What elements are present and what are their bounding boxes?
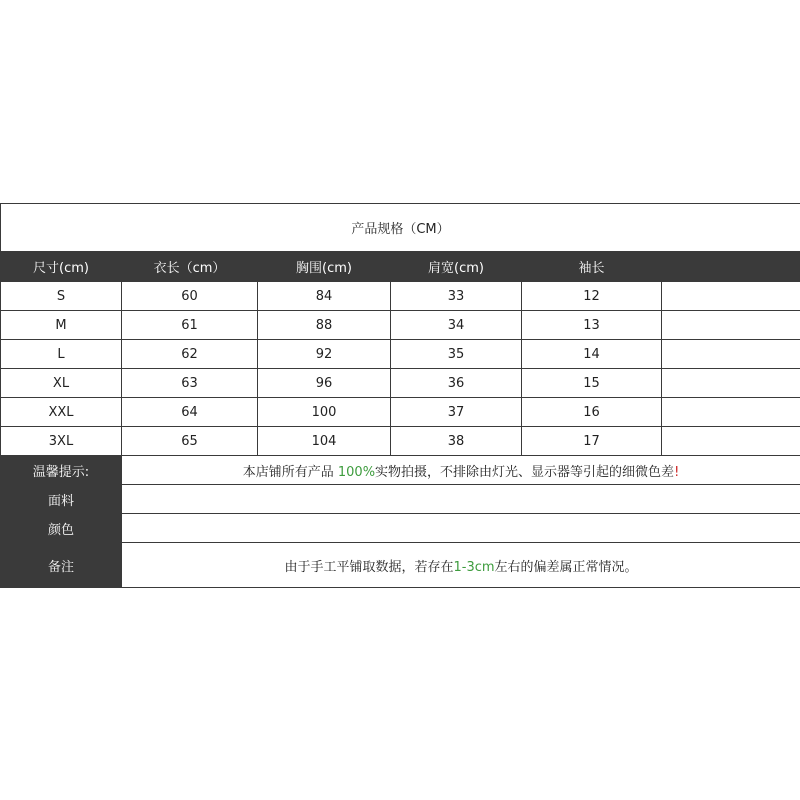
- tip-exclaim: !: [674, 464, 680, 480]
- cell-size: 3XL: [1, 427, 122, 456]
- cell-empty: [662, 398, 800, 427]
- header-length: 衣长（cm）: [122, 252, 258, 282]
- cell-empty: [662, 340, 800, 369]
- header-sleeve: 袖长: [522, 252, 662, 282]
- tip-label: 温馨提示:: [1, 456, 122, 485]
- color-label: 颜色: [1, 514, 122, 543]
- remark-highlight: 1-3cm: [453, 559, 495, 575]
- cell-chest: 84: [258, 282, 391, 311]
- cell-sleeve: 13: [522, 311, 662, 340]
- cell-shoulder: 34: [391, 311, 522, 340]
- cell-sleeve: 17: [522, 427, 662, 456]
- remark-text: [122, 543, 800, 588]
- fabric-row: [1, 485, 800, 514]
- cell-size: S: [1, 282, 122, 311]
- header-size: 尺寸(cm): [1, 252, 122, 282]
- cell-size: XL: [1, 369, 122, 398]
- tip-text-after: 实物拍摄，不排除由灯光、显示器等引起的细微色差: [375, 464, 675, 480]
- cell-size: M: [1, 311, 122, 340]
- table-row: [1, 340, 800, 369]
- cell-sleeve: 12: [522, 282, 662, 311]
- cell-length: 62: [122, 340, 258, 369]
- cell-chest: 100: [258, 398, 391, 427]
- tip-row: [1, 456, 800, 485]
- cell-chest: 92: [258, 340, 391, 369]
- table-row: [1, 369, 800, 398]
- cell-length: 63: [122, 369, 258, 398]
- cell-chest: 104: [258, 427, 391, 456]
- header-shoulder: 肩宽(cm): [391, 252, 522, 282]
- cell-length: 61: [122, 311, 258, 340]
- cell-empty: [662, 369, 800, 398]
- cell-empty: [662, 311, 800, 340]
- fabric-label: 面料: [1, 485, 122, 514]
- cell-length: 64: [122, 398, 258, 427]
- cell-size: L: [1, 340, 122, 369]
- cell-chest: 88: [258, 311, 391, 340]
- tip-highlight: 100%: [337, 464, 376, 480]
- color-value: [122, 514, 800, 543]
- cell-sleeve: 15: [522, 369, 662, 398]
- cell-sleeve: 14: [522, 340, 662, 369]
- cell-empty: [662, 427, 800, 456]
- cell-chest: 96: [258, 369, 391, 398]
- table-title: 产品规格（CM）: [1, 204, 800, 252]
- cell-length: 65: [122, 427, 258, 456]
- cell-size: XXL: [1, 398, 122, 427]
- cell-shoulder: 36: [391, 369, 522, 398]
- table-row: [1, 427, 800, 456]
- remark-text-after: 左右的偏差属正常情况。: [494, 559, 638, 575]
- header-empty: [662, 252, 800, 282]
- cell-sleeve: 16: [522, 398, 662, 427]
- remark-label: 备注: [1, 543, 122, 588]
- table-row: [1, 282, 800, 311]
- cell-shoulder: 33: [391, 282, 522, 311]
- tip-text: [122, 456, 800, 485]
- cell-shoulder: 37: [391, 398, 522, 427]
- fabric-value: [122, 485, 800, 514]
- header-chest: 胸围(cm): [258, 252, 391, 282]
- cell-shoulder: 38: [391, 427, 522, 456]
- table-row: [1, 311, 800, 340]
- header-row: [1, 252, 800, 282]
- size-chart-table: [0, 203, 800, 588]
- tip-text-before: 本店铺所有产品: [242, 464, 338, 480]
- cell-empty: [662, 282, 800, 311]
- remark-row: [1, 543, 800, 588]
- cell-shoulder: 35: [391, 340, 522, 369]
- table-row: [1, 398, 800, 427]
- remark-text-before: 由于手工平铺取数据，若存在: [284, 559, 454, 575]
- color-row: [1, 514, 800, 543]
- cell-length: 60: [122, 282, 258, 311]
